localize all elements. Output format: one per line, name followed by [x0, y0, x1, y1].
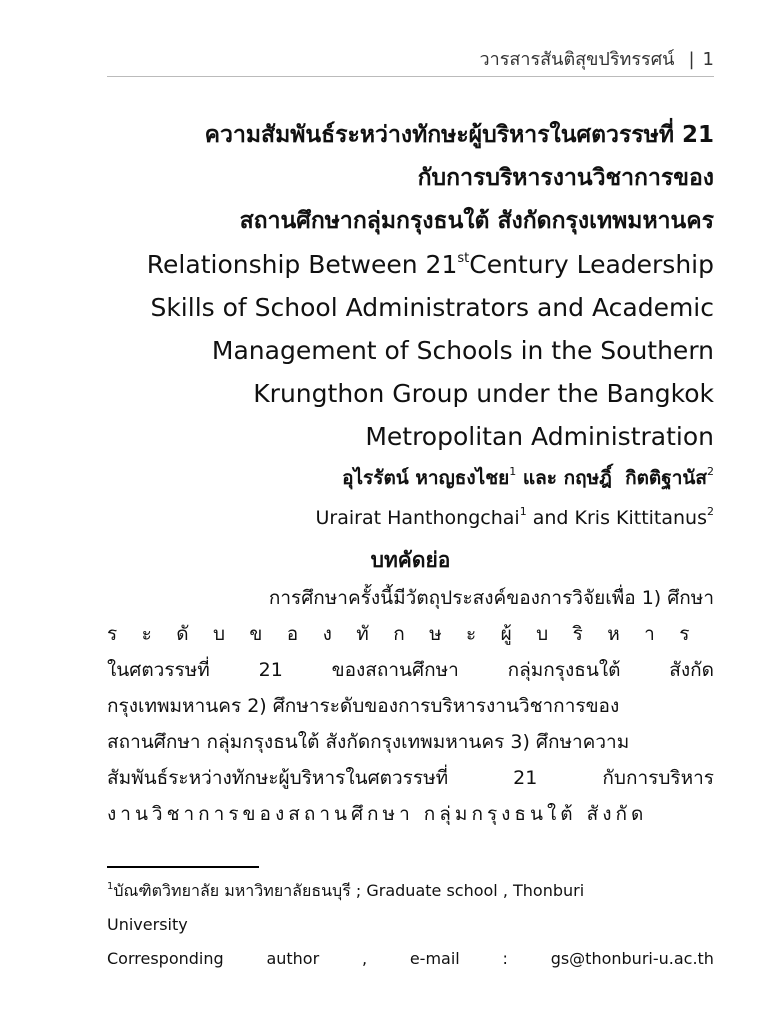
english-title-line-2: Skills of School Administrators and Academic — [150, 293, 714, 322]
english-title-line-1-pre: Relationship Between 21 — [146, 250, 458, 279]
abstract-line-7: งานวิชาการของสถานศึกษา กลุ่มกรุงธนใต้ สังกัด — [107, 803, 648, 825]
running-header — [107, 44, 714, 74]
footnote-contact-word: : — [502, 949, 508, 968]
author-1-marker-en: 1 — [519, 505, 527, 518]
english-title-line-1 — [107, 243, 714, 286]
abstract-line-2-char: ก — [393, 623, 405, 645]
footnote-marker: 1 — [107, 881, 114, 892]
footnote-rule — [107, 866, 259, 868]
footnote-affiliation — [107, 874, 714, 908]
abstract-line-6: สัมพันธ์ระหว่างทักษะผู้บริหารในศตวรรษที่ 21 กับการบริหาร — [107, 767, 714, 789]
english-title-line-1-post: Century Leadership — [469, 250, 714, 279]
footnote-affiliation-text: บัณฑิตวิทยาลัย มหาวิทยาลัยธนบุรี ; Graduate school , Thonburi — [113, 881, 585, 900]
author-2-marker-en: 2 — [707, 505, 714, 518]
thai-title-line-3: สถานศึกษากลุ่มกรุงธนใต้ สังกัดกรุงเทพมหานคร — [239, 208, 714, 234]
page-number: 1 — [702, 49, 714, 70]
ordinal-superscript: st — [457, 251, 470, 266]
abstract-line-2-char: ษ — [429, 623, 442, 645]
english-authors — [107, 498, 714, 538]
abstract-line-2-char: ห — [607, 623, 620, 645]
footnote-contact-word: , — [361, 949, 368, 968]
thai-title-line-1: ความสัมพันธ์ระหว่างทักษะผู้บริหารในศตวรรษที่ 21 — [204, 122, 714, 148]
abstract-line-3: ในศตวรรษที่ 21 ของสถานศึกษา กลุ่มกรุงธนใต้ สังกัด — [107, 659, 714, 681]
footnote-contact-word: e-mail — [409, 949, 460, 968]
abstract-line-2 — [107, 616, 714, 652]
header-separator: | — [688, 49, 695, 70]
abstract-line-2-char: า — [644, 623, 655, 645]
paper-title — [107, 114, 714, 458]
abstract-line-2-char: ะ — [141, 623, 152, 645]
thai-author-2: กฤษฎิ์ กิตติฐานัส — [563, 467, 707, 489]
english-author-1: Urairat Hanthongchai — [315, 507, 520, 529]
header-rule — [107, 76, 714, 77]
english-and: and — [526, 507, 575, 529]
thai-authors — [107, 458, 714, 498]
abstract-line-2-char: ง — [322, 623, 332, 645]
abstract-line-2-char: ข — [249, 623, 263, 645]
footnote-contact-word: author — [266, 949, 320, 968]
abstract-line-2-char: บ — [536, 623, 549, 645]
abstract-line-2-char: ะ — [466, 623, 477, 645]
abstract-line-4: กรุงเทพมหานคร 2) ศึกษาระดับของการบริหารงานวิชาการของ — [107, 695, 620, 717]
english-title-line-5: Metropolitan Administration — [365, 422, 714, 451]
abstract-line-2-char: อ — [286, 623, 299, 645]
abstract-line-2-char: ผู้ — [500, 623, 512, 645]
abstract-heading: บทคัดย่อ — [370, 548, 451, 572]
footnote-contact — [107, 942, 714, 976]
abstract-line-2-char: บ — [212, 623, 226, 645]
english-author-2: Kris Kittitanus — [574, 507, 707, 529]
english-title-line-3: Management of Schools in the Southern — [211, 336, 714, 365]
english-title-line-4: Krungthon Group under the Bangkok — [253, 379, 714, 408]
footnote-contact-word: gs@thonburi-u.ac.th — [550, 949, 714, 968]
author-1-marker: 1 — [509, 465, 517, 478]
abstract-line-5: สถานศึกษา กลุ่มกรุงธนใต้ สังกัดกรุงเทพมหานคร 3) ศึกษาความ — [107, 731, 630, 753]
abstract-line-2-char: ริ — [572, 623, 583, 645]
abstract-line-2-char: ร — [107, 623, 118, 645]
abstract-line-2-char: ทั — [356, 623, 369, 645]
author-2-marker: 2 — [707, 465, 714, 478]
thai-author-1: อุไรรัตน์ หาญธงไชย — [342, 467, 510, 489]
footnote-contact-word: Corresponding — [107, 949, 224, 968]
footnote-affiliation-cont: University — [107, 915, 188, 934]
abstract-line-2-char: ร — [679, 623, 690, 645]
thai-and: และ — [516, 467, 564, 489]
abstract-line-1: การศึกษาครั้งนี้มีวัตถุประสงค์ของการวิจัยเพื่อ 1) ศึกษา — [268, 587, 714, 609]
journal-name: วารสารสันติสุขปริทรรศน์ — [479, 49, 675, 70]
abstract-line-2-char: ดั — [176, 623, 189, 645]
thai-title-line-2: กับการบริหารงานวิชาการของ — [417, 165, 714, 191]
